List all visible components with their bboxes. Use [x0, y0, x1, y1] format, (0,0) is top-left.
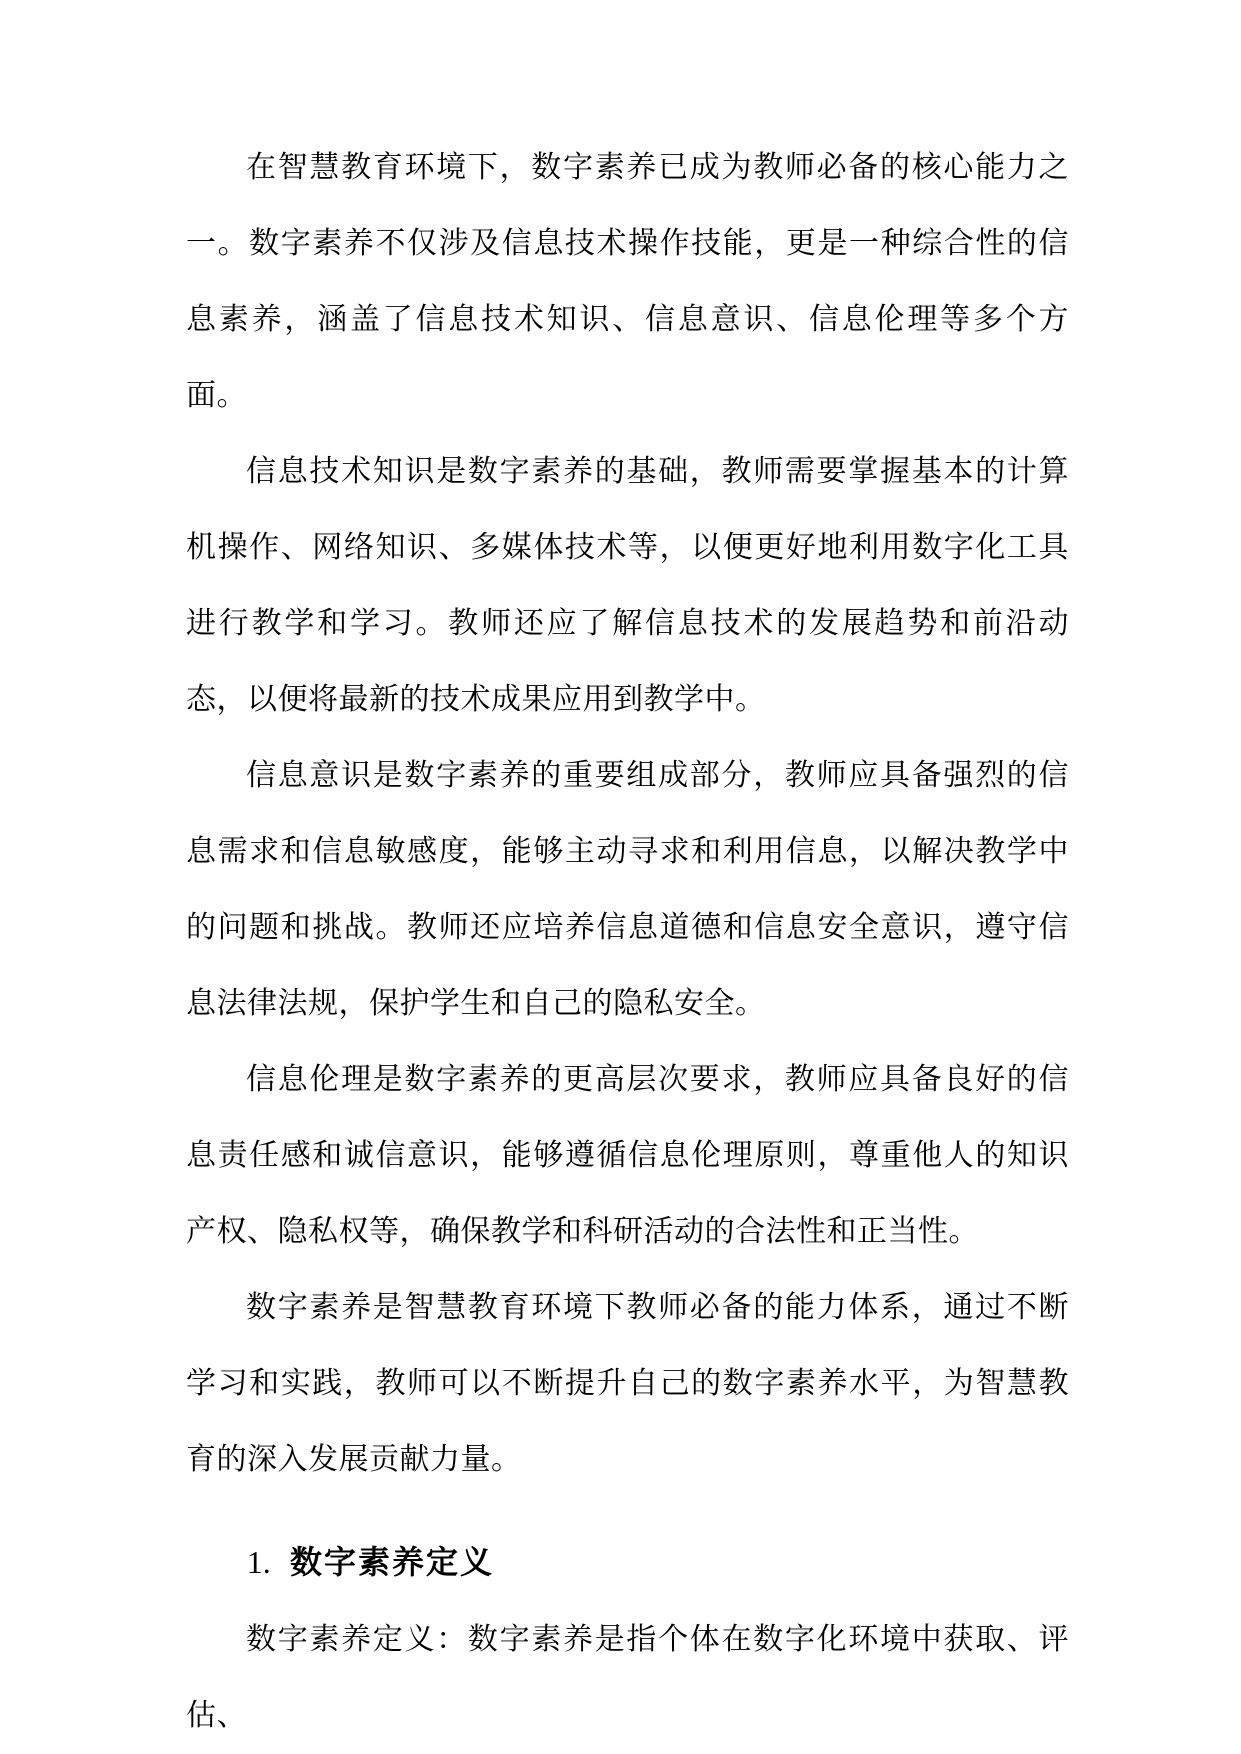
section-heading [186, 1524, 1069, 1600]
body-paragraph: 数字素养是智慧教育环境下教师必备的能力体系，通过不断学习和实践，教师可以不断提升自己的数字素养水平，为智慧教育的深入发展贡献力量。 [186, 1291, 1069, 1476]
section-number: 1. [246, 1544, 271, 1580]
body-paragraph: 信息技术知识是数字素养的基础，教师需要掌握基本的计算机操作、网络知识、多媒体技术等，以便更好地利用数字化工具进行教学和学习。教师还应了解信息技术的发展趋势和前沿动态，以便将最新的技术成果应用到教学中。 [186, 455, 1069, 716]
section-title: 数字素养定义 [289, 1544, 494, 1580]
body-paragraph: 在智慧教育环境下，数字素养已成为教师必备的核心能力之一。数字素养不仅涉及信息技术操作技能，更是一种综合性的信息素养，涵盖了信息技术知识、信息意识、信息伦理等多个方面。 [186, 151, 1069, 412]
body-paragraph: 信息伦理是数字素养的更高层次要求，教师应具备良好的信息责任感和诚信意识，能够遵循信息伦理原则，尊重他人的知识产权、隐私权等，确保教学和科研活动的合法性和正当性。 [186, 1063, 1069, 1248]
body-paragraph: 信息意识是数字素养的重要组成部分，教师应具备强烈的信息需求和信息敏感度，能够主动寻求和利用信息，以解决教学中的问题和挑战。教师还应培养信息道德和信息安全意识，遵守信息法律法规，保护学生和自己的隐私安全。 [186, 759, 1069, 1020]
section-paragraph: 数字素养定义：数字素养是指个体在数字化环境中获取、评估、 [186, 1623, 1069, 1732]
